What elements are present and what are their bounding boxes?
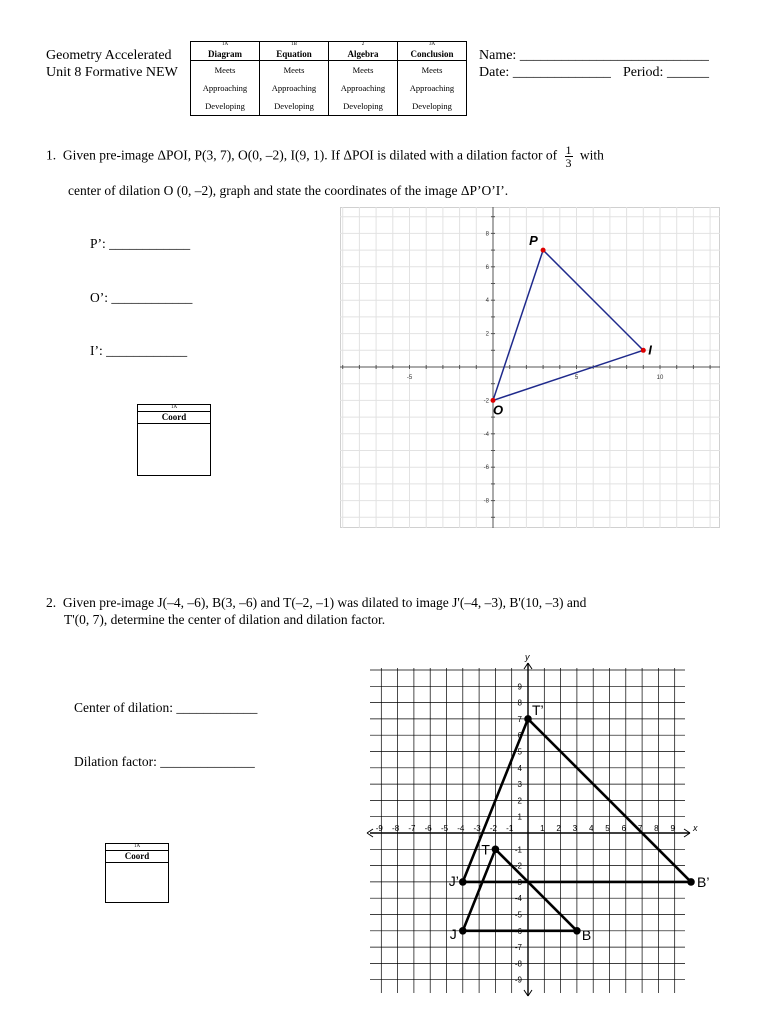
y-tick-label: 2 xyxy=(485,331,489,338)
x-tick-label: 1 xyxy=(540,824,545,833)
x-tick-label: 9 xyxy=(670,824,675,833)
center-of-dilation-field[interactable]: Center of dilation: ____________ xyxy=(74,700,258,715)
rubric-table xyxy=(190,41,467,116)
rubric-code: 1B xyxy=(260,42,329,49)
vertex-point xyxy=(459,927,467,935)
y-tick-label: -1 xyxy=(514,845,522,855)
x-tick-label: -5 xyxy=(440,824,449,833)
q2-text-a: Given pre-image J(–4, –6), B(3, –6) and T(–2, –1) was dilated to image J'(–4, –3), B'(10, –3) and xyxy=(62,595,587,610)
rubric-level-approaching: Approaching xyxy=(329,79,398,97)
x-tick-label: -4 xyxy=(457,824,465,833)
x-tick-label: 4 xyxy=(588,824,594,833)
coord-score-box xyxy=(137,404,211,476)
rubric-level-developing: Developing xyxy=(329,97,398,116)
rubric-level-developing: Developing xyxy=(260,97,329,116)
x-tick-label: -2 xyxy=(489,824,497,833)
y-tick-label: 4 xyxy=(485,298,489,305)
vertex-label: T’ xyxy=(532,701,544,718)
vertex-label: J’ xyxy=(448,872,459,889)
coord-box-code: 1A xyxy=(106,844,168,851)
y-tick-label: 9 xyxy=(517,682,522,692)
y-tick-label: -8 xyxy=(483,498,489,505)
y-tick-label: -6 xyxy=(514,926,522,936)
vertex-label: B’ xyxy=(697,873,710,890)
y-tick-label: -2 xyxy=(514,861,522,871)
q1-prompt xyxy=(46,144,604,169)
x-tick-label: -5 xyxy=(406,375,413,381)
course-title: Geometry Accelerated xyxy=(46,48,172,63)
vertex-label-i: I xyxy=(648,342,652,358)
y-tick-label: 4 xyxy=(517,763,522,773)
y-tick-label: -3 xyxy=(514,877,522,887)
q1-number: 1. xyxy=(46,147,57,163)
x-tick-label: -6 xyxy=(424,824,432,833)
rubric-column-conclusion: Conclusion xyxy=(398,48,467,61)
answer-p-prime[interactable]: P’: ____________ xyxy=(90,236,191,251)
y-tick-label: 5 xyxy=(517,747,522,757)
rubric-level-meets: Meets xyxy=(329,61,398,80)
rubric-column-equation: Equation xyxy=(260,48,329,61)
answer-i-prime[interactable]: I’: ____________ xyxy=(90,343,188,358)
vertex-label: B xyxy=(581,926,592,943)
q1-triangle xyxy=(491,233,653,417)
vertex-label-o: O xyxy=(493,402,504,418)
q2-coordinate-graph[interactable] xyxy=(360,652,710,1000)
answer-o-prime[interactable]: O’: ____________ xyxy=(90,290,193,305)
vertex-label: J xyxy=(449,925,457,942)
x-tick-label: -3 xyxy=(473,824,481,833)
y-tick-label: 8 xyxy=(485,231,489,238)
q2-prompt xyxy=(46,594,586,611)
rubric-code: 3A xyxy=(398,42,467,49)
vertex-i xyxy=(641,348,646,353)
vertex-point xyxy=(573,927,581,935)
q1-frac-den: 3 xyxy=(565,156,572,170)
q1-fraction xyxy=(565,144,573,169)
x-tick-label: 8 xyxy=(654,824,659,833)
x-tick-label: 10 xyxy=(656,375,664,381)
period-field[interactable]: Period: ______ xyxy=(623,65,709,80)
coord-box-label: Coord xyxy=(106,851,168,863)
y-tick-label: 6 xyxy=(485,264,489,271)
name-field[interactable]: Name: ___________________________ xyxy=(479,48,709,63)
x-tick-label: 5 xyxy=(574,375,579,381)
coord-box-label: Coord xyxy=(138,412,210,424)
rubric-code: 1A xyxy=(191,42,260,49)
x-tick-label: 7 xyxy=(637,824,643,833)
y-tick-label: -4 xyxy=(483,431,489,438)
rubric-level-meets: Meets xyxy=(191,61,260,80)
y-tick-label: 6 xyxy=(517,731,522,741)
triangle-poi xyxy=(493,250,643,400)
y-tick-label: -9 xyxy=(514,975,522,985)
q1-text-b: with xyxy=(579,147,604,163)
x-tick-label: 2 xyxy=(556,824,561,833)
vertex-label: T xyxy=(481,841,490,858)
y-tick-label: -2 xyxy=(483,398,489,405)
q1-coordinate-graph[interactable] xyxy=(340,207,720,528)
vertex-point xyxy=(687,878,695,886)
x-tick-label: 6 xyxy=(621,824,627,833)
rubric-level-approaching: Approaching xyxy=(260,79,329,97)
x-tick-label: -9 xyxy=(375,824,383,833)
q1-axes xyxy=(340,207,720,528)
rubric-level-developing: Developing xyxy=(398,97,467,116)
unit-title: Unit 8 Formative NEW xyxy=(46,65,178,80)
x-tick-label: -8 xyxy=(392,824,400,833)
date-field[interactable]: Date: ______________ xyxy=(479,65,611,80)
vertex-point xyxy=(492,846,500,854)
y-axis-label: y xyxy=(525,652,530,662)
rubric-level-meets: Meets xyxy=(398,61,467,80)
coord-box-code: 1A xyxy=(138,405,210,412)
y-tick-label: -4 xyxy=(514,894,522,904)
y-tick-label: -8 xyxy=(514,959,522,969)
y-tick-label: -6 xyxy=(483,465,489,472)
q2-text-b: T'(0, 7), determine the center of dilation and dilation factor. xyxy=(64,612,386,627)
q1-text-c: center of dilation O (0, –2), graph and state the coordinates of the image ΔP’O’I’. xyxy=(68,183,509,198)
dilation-factor-field[interactable]: Dilation factor: ______________ xyxy=(74,754,255,769)
vertex-point xyxy=(459,878,467,886)
y-tick-label: 7 xyxy=(517,714,522,724)
x-tick-label: -7 xyxy=(408,824,416,833)
y-tick-label: 8 xyxy=(517,698,522,708)
y-tick-label: -5 xyxy=(514,910,522,920)
q1-text-a: Given pre-image ΔPOI, P(3, 7), O(0, –2), I(9, 1). If ΔPOI is dilated with a dilation factor of xyxy=(62,147,558,163)
x-tick-label: 5 xyxy=(605,824,610,833)
rubric-level-meets: Meets xyxy=(260,61,329,80)
x-tick-label: -1 xyxy=(506,824,514,833)
vertex-label-p: P xyxy=(529,233,538,249)
y-tick-label: 3 xyxy=(517,780,522,790)
rubric-level-approaching: Approaching xyxy=(398,79,467,97)
rubric-column-diagram: Diagram xyxy=(191,48,260,61)
rubric-code: 2 xyxy=(329,42,398,49)
y-tick-label: -7 xyxy=(514,943,522,953)
q2-number: 2. xyxy=(46,595,57,610)
rubric-level-developing: Developing xyxy=(191,97,260,116)
x-axis-label: x xyxy=(693,823,698,833)
x-tick-label: 3 xyxy=(572,824,578,833)
rubric-level-approaching: Approaching xyxy=(191,79,260,97)
rubric-column-algebra: Algebra xyxy=(329,48,398,61)
q2-triangles xyxy=(449,702,710,943)
q1-frac-num: 1 xyxy=(565,143,572,157)
coord-score-box-2 xyxy=(105,843,169,903)
vertex-point xyxy=(524,715,532,723)
vertex-p xyxy=(541,248,546,253)
y-tick-label: 1 xyxy=(517,812,522,822)
y-tick-label: 2 xyxy=(517,796,522,806)
